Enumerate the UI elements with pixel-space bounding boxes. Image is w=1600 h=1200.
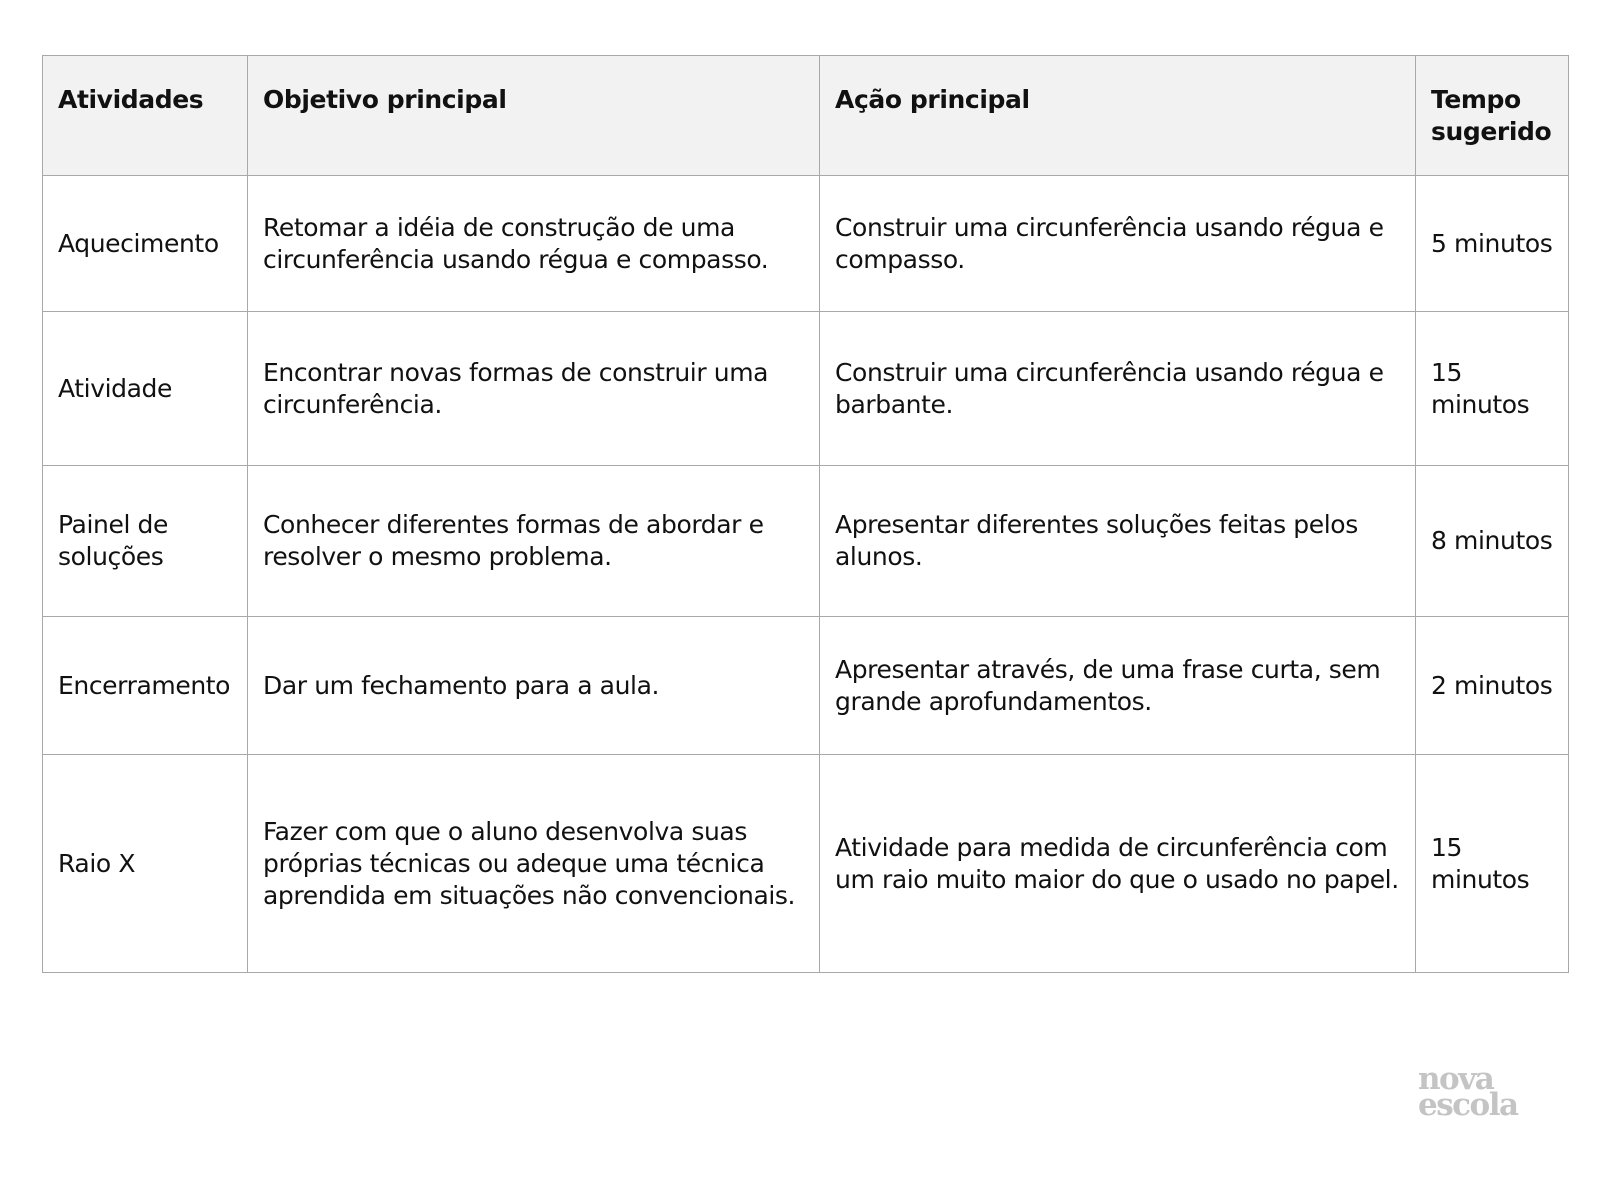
lesson-plan-table	[42, 55, 1569, 973]
logo-line-2: escola	[1418, 1087, 1518, 1123]
cell-atividade: Painel de soluções	[43, 466, 248, 617]
cell-acao: Construir uma circunferência usando régua e barbante.	[820, 312, 1416, 466]
table-row	[43, 176, 1569, 312]
cell-objetivo: Conhecer diferentes formas de abordar e resolver o mesmo problema.	[248, 466, 820, 617]
cell-atividade: Encerramento	[43, 617, 248, 755]
table-row	[43, 466, 1569, 617]
table-row	[43, 755, 1569, 973]
cell-acao: Apresentar diferentes soluções feitas pelos alunos.	[820, 466, 1416, 617]
cell-atividade: Atividade	[43, 312, 248, 466]
cell-tempo: 5 minutos	[1416, 176, 1569, 312]
cell-objetivo: Fazer com que o aluno desenvolva suas próprias técnicas ou adeque uma técnica aprendida em situações não convencionais.	[248, 755, 820, 973]
cell-objetivo: Retomar a idéia de construção de uma circunferência usando régua e compasso.	[248, 176, 820, 312]
cell-atividade: Aquecimento	[43, 176, 248, 312]
cell-tempo: 2 minutos	[1416, 617, 1569, 755]
nova-escola-logo	[1418, 1061, 1518, 1123]
header-objetivo: Objetivo principal	[248, 56, 820, 176]
logo-line-1: nova	[1418, 1061, 1494, 1097]
cell-tempo: 15 minutos	[1416, 755, 1569, 973]
header-atividades: Atividades	[43, 56, 248, 176]
header-tempo: Tempo sugerido	[1416, 56, 1569, 176]
cell-acao: Construir uma circunferência usando régua e compasso.	[820, 176, 1416, 312]
header-acao: Ação principal	[820, 56, 1416, 176]
table-row	[43, 617, 1569, 755]
cell-acao: Apresentar através, de uma frase curta, sem grande aprofundamentos.	[820, 617, 1416, 755]
table-row	[43, 312, 1569, 466]
cell-tempo: 8 minutos	[1416, 466, 1569, 617]
table-header-row	[43, 56, 1569, 176]
cell-objetivo: Encontrar novas formas de construir uma circunferência.	[248, 312, 820, 466]
cell-tempo: 15 minutos	[1416, 312, 1569, 466]
cell-objetivo: Dar um fechamento para a aula.	[248, 617, 820, 755]
cell-acao: Atividade para medida de circunferência com um raio muito maior do que o usado no papel.	[820, 755, 1416, 973]
cell-atividade: Raio X	[43, 755, 248, 973]
